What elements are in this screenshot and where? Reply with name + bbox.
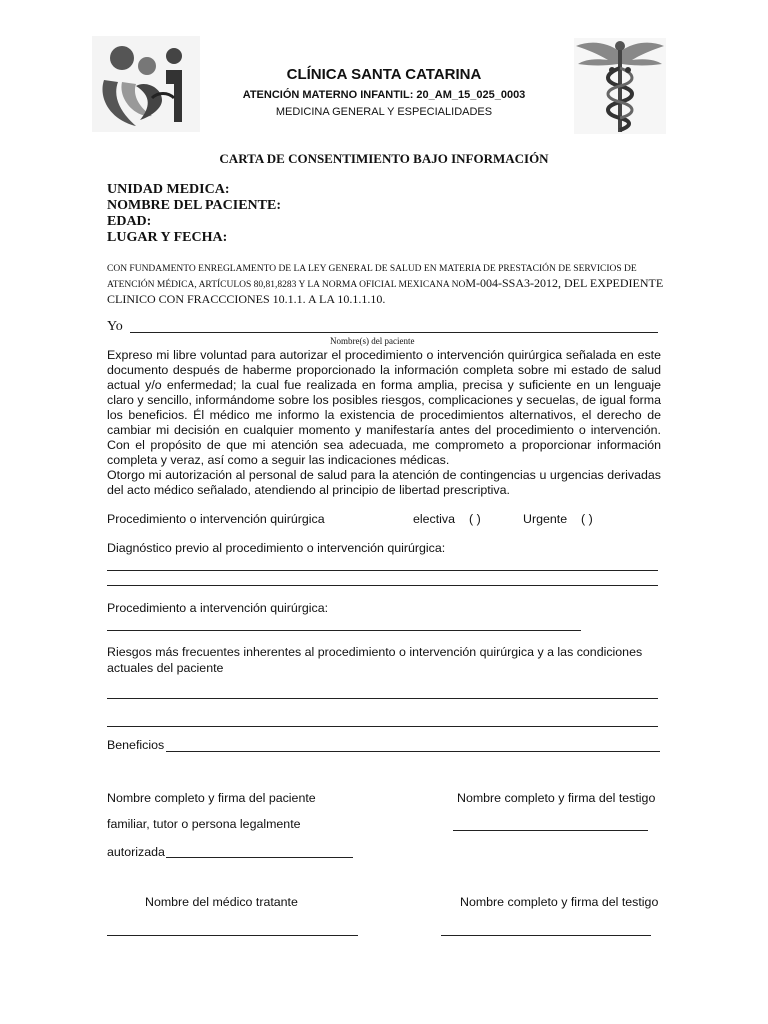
urgente-label: Urgente (523, 512, 568, 526)
patient-signature-label-1: Nombre completo y firma del paciente (107, 791, 316, 805)
field-nombre-paciente: NOMBRE DEL PACIENTE: (107, 198, 281, 213)
caduceus-logo (574, 38, 666, 134)
diagnostico-line-2[interactable] (107, 585, 658, 586)
legal-basis-small: CON FUNDAMENTO ENREGLAMENTO DE LA LEY GENERAL DE SALUD EN MATERIA DE PRESTACIÓN DE SERVICIOS DE ATENCIÓN MÉDICA, ARTÍCULOS 80,81,8283 Y LA NORMA OFICIAL MEXICANA NO (107, 264, 637, 290)
patient-signature-label-3: autorizada (107, 845, 165, 859)
field-lugar-fecha: LUGAR Y FECHA: (107, 230, 228, 245)
riesgos-label: Riesgos más frecuentes inherentes al procedimiento o intervención quirúrgica y a las condiciones actuales del paciente (107, 645, 643, 675)
consent-paragraph-2: Otorgo mi autorización al personal de salud para la atención de contingencias u urgencias derivadas del acto médico señalado, atendiendo al principio de libertad prescriptiva. (107, 468, 661, 497)
patient-signature-label-2: familiar, tutor o persona legalmente (107, 817, 301, 831)
witness2-signature-line[interactable] (441, 935, 651, 936)
witness-signature-line[interactable] (453, 830, 648, 831)
clinic-services: MEDICINA GENERAL Y ESPECIALIDADES (275, 106, 493, 118)
electiva-checkbox[interactable]: ( ) (469, 512, 481, 526)
program-code: ATENCIÓN MATERNO INFANTIL: 20_AM_15_025_0003 (242, 89, 526, 101)
beneficios-label: Beneficios (107, 738, 165, 752)
clinic-family-logo (92, 36, 200, 132)
doctor-name-label: Nombre del médico tratante (145, 895, 298, 909)
document-title: CARTA DE CONSENTIMIENTO BAJO INFORMACIÓN (219, 151, 549, 166)
doctor-signature-line[interactable] (107, 935, 358, 936)
electiva-label: electiva (413, 512, 456, 526)
witness2-signature-label: Nombre completo y firma del testigo (460, 895, 659, 909)
riesgos-line-2[interactable] (107, 726, 658, 727)
patient-name-line[interactable] (130, 332, 658, 333)
urgente-checkbox[interactable]: ( ) (581, 512, 593, 526)
procedimiento-line[interactable] (107, 630, 581, 631)
diagnostico-label: Diagnóstico previo al procedimiento o intervención quirúrgica: (107, 541, 446, 555)
clinic-name: CLÍNICA SANTA CATARINA (286, 66, 482, 83)
procedimiento-label: Procedimiento a intervención quirúrgica: (107, 601, 329, 615)
diagnostico-line-1[interactable] (107, 570, 658, 571)
consent-paragraph-1: Expreso mi libre voluntad para autorizar el procedimiento o intervención quirúrgica señalada en este documento después de haberme proporcionado la información completa sobre mi estado de salud actual y/o enfermedad; la cual fue realizada en forma amplia, precisa y suficiente en un lenguaje claro y sencillo, informándome sobre los posibles riesgos, complicaciones y secuelas, de igual forma los beneficios. Él médico me informo la existencia de procedimientos alternativos, el derecho de cambiar mi decisión en cualquier momento y manifestaría antes del procedimiento o intervención. Con el propósito de que mi atención sea adecuada, me comprometo a proporcionar información completa y veraz, así como a seguir las indicaciones médicas. (107, 348, 661, 467)
consent-body (107, 348, 661, 498)
procedure-type-label: Procedimiento o intervención quirúrgica (107, 512, 325, 526)
yo-label: Yo (107, 319, 123, 334)
field-unidad-medica: UNIDAD MEDICA: (107, 182, 230, 197)
field-edad: EDAD: (107, 214, 152, 229)
patient-signature-line[interactable] (166, 857, 353, 858)
legal-basis-large: M-004-SSA3-2012, DEL EXPEDIENTE CLINICO CON FRACCCIONES 10.1.1. A LA 10.1.1.10. (107, 276, 664, 306)
witness-signature-label: Nombre completo y firma del testigo (457, 791, 656, 805)
legal-basis (107, 262, 667, 308)
riesgos-line-1[interactable] (107, 698, 658, 699)
patient-name-caption: Nombre(s) del paciente (330, 336, 415, 346)
beneficios-line[interactable] (166, 751, 660, 752)
